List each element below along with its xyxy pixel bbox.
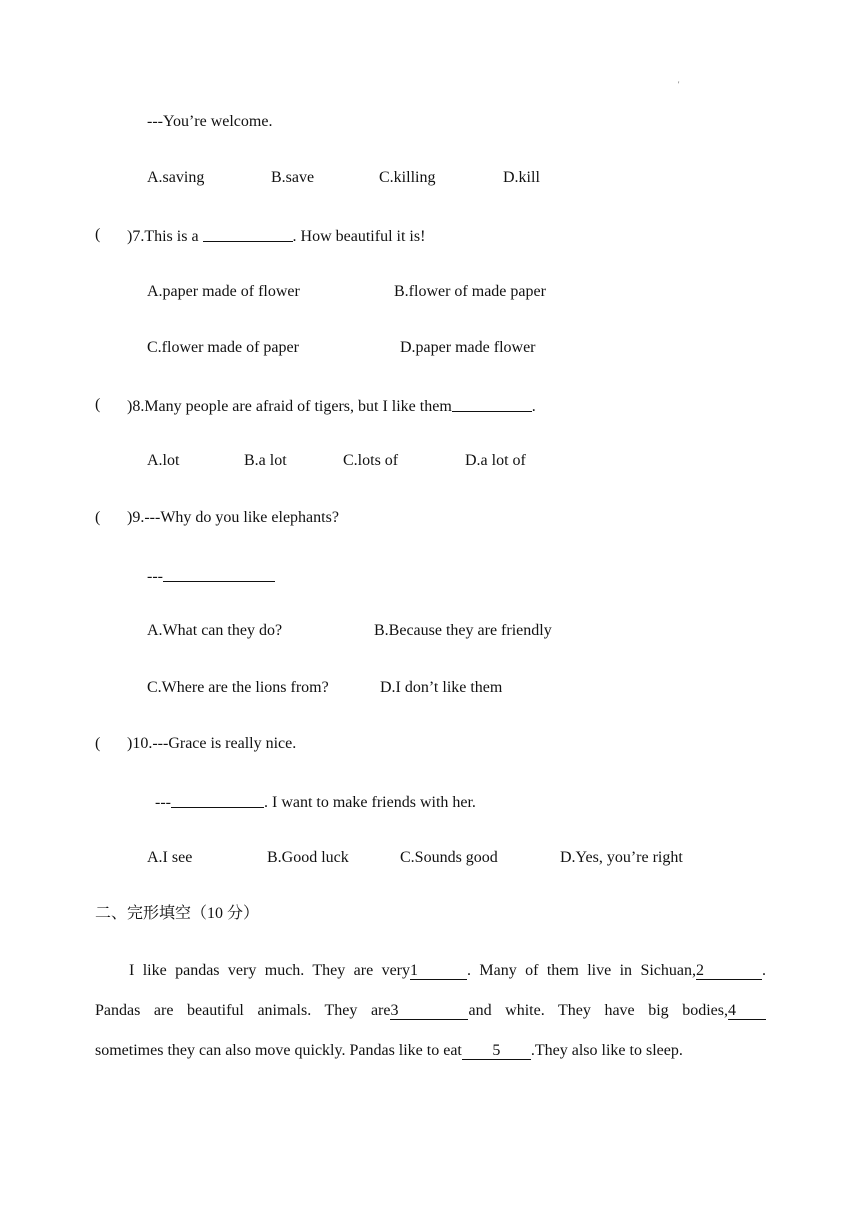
q10-option-b: B.Good luck xyxy=(267,849,349,866)
q10-reply-end: . I want to make friends with her. xyxy=(263,794,476,811)
q9-option-d: D.I don’t like them xyxy=(380,679,503,696)
section-heading: 二、完形填空（10 分） xyxy=(95,905,260,922)
cloze-text-2a: Pandas are beautiful animals. They are xyxy=(95,1002,391,1019)
q9-stem: )9.---Why do you like elephants? xyxy=(127,509,339,526)
q7-option-a: A.paper made of flower xyxy=(147,283,300,300)
cloze-line-3 xyxy=(95,1041,766,1061)
q8-option-c: C.lots of xyxy=(343,452,399,469)
q9-option-a: A.What can they do? xyxy=(147,622,283,639)
q9-reply-dashes: --- xyxy=(147,568,163,585)
cloze-blank-1[interactable]: 1 xyxy=(410,963,467,980)
q10-stem: )10.---Grace is really nice. xyxy=(127,735,297,752)
q10-option-c: C.Sounds good xyxy=(400,849,498,866)
q8-option-a: A.lot xyxy=(147,452,180,469)
cloze-blank-2[interactable]: 2 xyxy=(696,963,762,980)
q8-answer-blank[interactable] xyxy=(452,396,532,412)
q7-option-b: B.flower of made paper xyxy=(394,283,546,300)
q6-option-b: B.save xyxy=(271,169,315,186)
cloze-text-1c: . xyxy=(762,962,766,979)
cloze-blank-3[interactable]: 3 xyxy=(390,1003,468,1020)
q9-option-b: B.Because they are friendly xyxy=(374,622,552,639)
cloze-line-2 xyxy=(95,1001,766,1021)
cloze-blank-4[interactable]: 4 xyxy=(728,1003,766,1020)
q8-stem xyxy=(127,395,536,417)
q8-paren: ( xyxy=(95,396,101,413)
cloze-text-3a: sometimes they can also move quickly. Pandas like to eat xyxy=(95,1042,462,1059)
cloze-text-1b: . Many of them live in Sichuan, xyxy=(467,962,696,979)
cloze-text-2b: and white. They have big bodies, xyxy=(468,1002,729,1019)
q10-reply xyxy=(155,791,476,813)
q8-stem-end: . xyxy=(531,398,536,415)
cloze-blank-5[interactable]: 5 xyxy=(462,1043,531,1060)
q9-paren: ( xyxy=(95,509,101,526)
q7-stem-start: )7.This is a xyxy=(127,228,203,245)
q9-answer-blank[interactable] xyxy=(163,566,275,582)
q10-answer-blank[interactable] xyxy=(171,792,264,808)
stray-mark: ' xyxy=(678,80,680,89)
q10-option-a: A.I see xyxy=(147,849,193,866)
q7-stem-end: . How beautiful it is! xyxy=(292,228,426,245)
q7-paren: ( xyxy=(95,226,101,243)
q10-paren: ( xyxy=(95,735,101,752)
q10-option-d: D.Yes, you’re right xyxy=(560,849,683,866)
q8-stem-start: )8.Many people are afraid of tigers, but I like them xyxy=(127,398,452,415)
cloze-text-1a: I like pandas very much. They are very xyxy=(129,962,411,979)
q7-answer-blank[interactable] xyxy=(203,226,293,242)
q10-reply-dashes: --- xyxy=(155,794,171,811)
q8-option-d: D.a lot of xyxy=(465,452,526,469)
cloze-text-3b: .They also like to sleep. xyxy=(530,1042,683,1059)
q7-option-d: D.paper made flower xyxy=(400,339,536,356)
q9-option-c: C.Where are the lions from? xyxy=(147,679,329,696)
q6-option-c: C.killing xyxy=(379,169,436,186)
cloze-line-1 xyxy=(129,961,766,981)
q7-option-c: C.flower made of paper xyxy=(147,339,299,356)
q8-option-b: B.a lot xyxy=(244,452,287,469)
q6-reply: ---You’re welcome. xyxy=(147,113,273,130)
q6-option-a: A.saving xyxy=(147,169,205,186)
q6-option-d: D.kill xyxy=(503,169,540,186)
q7-stem xyxy=(127,225,425,247)
q9-reply xyxy=(147,565,275,587)
